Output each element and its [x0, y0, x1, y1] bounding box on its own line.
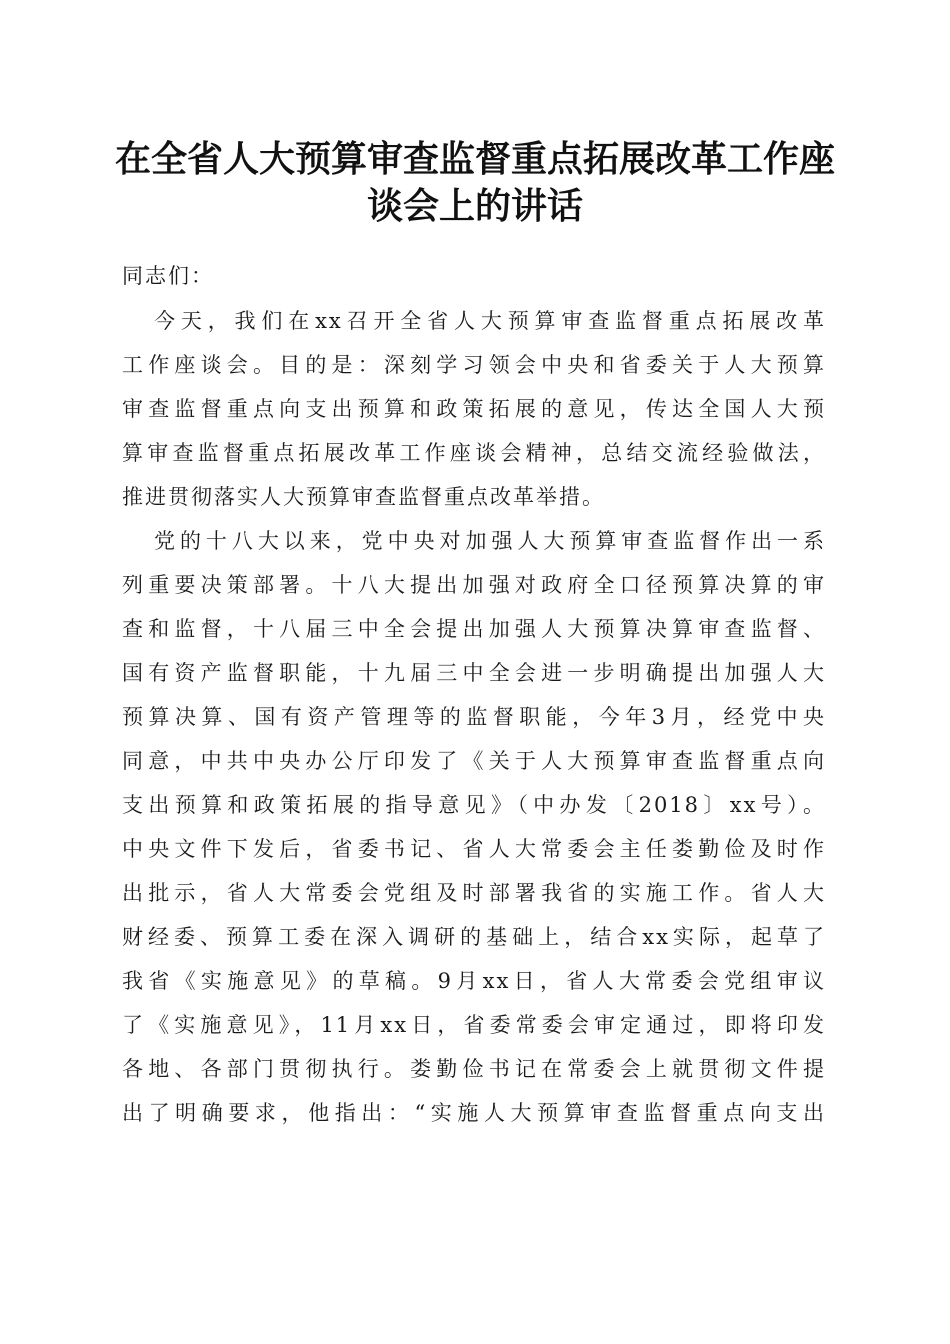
- paragraph-line: 党的十八大以来，党中央对加强人大预算审查监督作出一系: [154, 529, 826, 553]
- paragraph-line: 预算决算、国有资产管理等的监督职能，今年3月，经党中央: [122, 705, 826, 729]
- paragraph-line: 审查监督重点向支出预算和政策拓展的意见，传达全国人大预: [122, 397, 826, 421]
- paragraph-line: 推进贯彻落实人大预算审查监督重点改革举措。: [122, 485, 605, 509]
- paragraph-line: 算审查监督重点拓展改革工作座谈会精神，总结交流经验做法，: [122, 441, 826, 465]
- paragraph-2: [122, 519, 826, 1135]
- paragraph-line: 我省《实施意见》的草稿。9月xx日，省人大常委会党组审议: [122, 969, 826, 993]
- paragraph-line: 各地、各部门贯彻执行。娄勤俭书记在常委会上就贯彻文件提: [122, 1057, 826, 1081]
- title-line: 在全省人大预算审查监督重点拓展改革工作座: [114, 138, 835, 180]
- document-title: [100, 136, 850, 230]
- salutation: 同志们：: [122, 264, 214, 288]
- title-line: 谈会上的讲话: [366, 185, 583, 227]
- paragraph-line: 同意，中共中央办公厅印发了《关于人大预算审查监督重点向: [122, 749, 826, 773]
- paragraph-1: [122, 299, 826, 519]
- paragraph-line: 出批示，省人大常委会党组及时部署我省的实施工作。省人大: [122, 881, 826, 905]
- paragraph-line: 支出预算和政策拓展的指导意见》（中办发〔2018〕xx号）。: [122, 793, 826, 817]
- paragraph-line: 国有资产监督职能，十九届三中全会进一步明确提出加强人大: [122, 661, 826, 685]
- paragraph-line: 列重要决策部署。十八大提出加强对政府全口径预算决算的审: [122, 573, 826, 597]
- paragraph-line: 了《实施意见》，11月xx日，省委常委会审定通过，即将印发: [122, 1013, 826, 1037]
- paragraph-line: 查和监督，十八届三中全会提出加强人大预算决算审查监督、: [122, 617, 826, 641]
- paragraph-line: 财经委、预算工委在深入调研的基础上，结合xx实际，起草了: [122, 925, 826, 949]
- paragraph-line: 今天，我们在xx召开全省人大预算审查监督重点拓展改革: [154, 309, 826, 333]
- document-body: [122, 254, 826, 1135]
- paragraph-line: 出了明确要求，他指出：“实施人大预算审查监督重点向支出: [122, 1101, 826, 1125]
- paragraph-line: 中央文件下发后，省委书记、省人大常委会主任娄勤俭及时作: [122, 837, 826, 861]
- paragraph-line: 工作座谈会。目的是：深刻学习领会中央和省委关于人大预算: [122, 353, 826, 377]
